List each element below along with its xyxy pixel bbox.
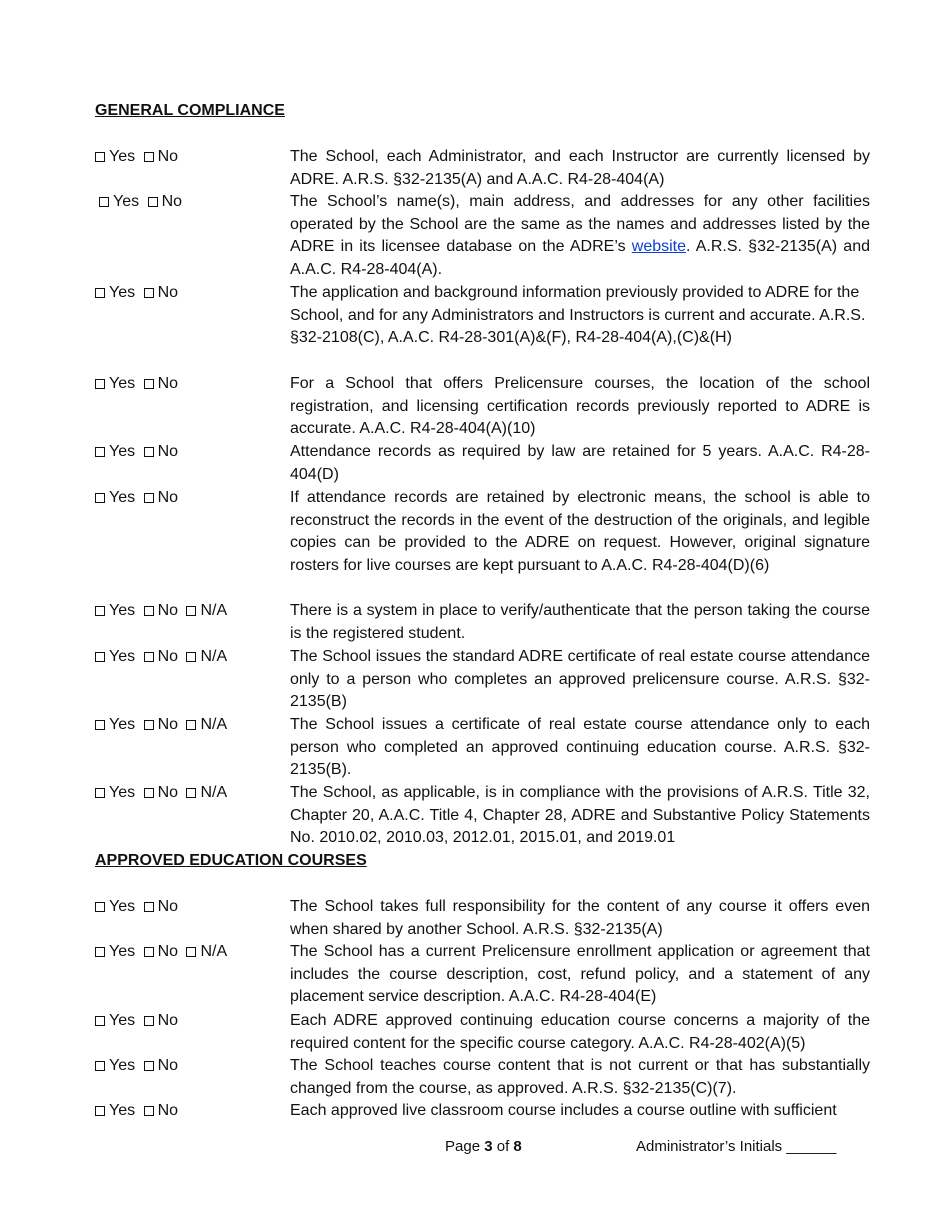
option-no[interactable]: No xyxy=(144,714,178,737)
answer-options xyxy=(95,646,231,669)
option-yes[interactable]: Yes xyxy=(95,941,135,964)
checkbox-icon[interactable] xyxy=(186,788,196,798)
checkbox-icon[interactable] xyxy=(95,152,105,162)
item-text: The School, as applicable, is in compliance with the provisions of A.R.S. Title 32, Chapter 20, A.A.C. Title 4, Chapter 28, ADRE and Substantive Policy Statements No. 2010.02, 2010.03, 2012.01, 2015.01, and 2019.01 xyxy=(290,784,870,847)
option-yes[interactable]: Yes xyxy=(95,1055,135,1078)
option-na[interactable]: N/A xyxy=(186,714,227,737)
answer-options xyxy=(95,1055,182,1078)
option-na[interactable]: N/A xyxy=(186,782,227,805)
checkbox-icon[interactable] xyxy=(95,288,105,298)
item-text: Each approved live classroom course includes a course outline with sufficient xyxy=(290,1102,837,1119)
item-text: Each ADRE approved continuing education course concerns a majority of the required content for the specific course category. A.A.C. R4-28-402(A)(5) xyxy=(290,1012,870,1052)
section-heading-approved-education-courses: APPROVED EDUCATION COURSES xyxy=(95,852,367,869)
checkbox-icon[interactable] xyxy=(144,447,154,457)
item-text: There is a system in place to verify/authenticate that the person taking the course is the registered student. xyxy=(290,602,870,642)
option-na[interactable]: N/A xyxy=(186,646,227,669)
option-no[interactable]: No xyxy=(144,146,178,169)
answer-options xyxy=(95,441,182,464)
option-yes[interactable]: Yes xyxy=(95,896,135,919)
option-no[interactable]: No xyxy=(144,1010,178,1033)
checkbox-icon[interactable] xyxy=(95,606,105,616)
checkbox-icon[interactable] xyxy=(95,379,105,389)
answer-options xyxy=(95,487,182,510)
item-text: For a School that offers Prelicensure courses, the location of the school registration, and licensing certification records previously reported to ADRE is accurate. A.A.C. R4-28-404(A)(10) xyxy=(290,375,870,438)
checkbox-icon[interactable] xyxy=(144,1106,154,1116)
option-na[interactable]: N/A xyxy=(186,600,227,623)
option-yes[interactable]: Yes xyxy=(95,487,135,510)
checkbox-icon[interactable] xyxy=(186,947,196,957)
section-heading-general-compliance: GENERAL COMPLIANCE xyxy=(95,102,285,119)
checkbox-icon[interactable] xyxy=(144,606,154,616)
option-no[interactable]: No xyxy=(144,487,178,510)
checkbox-icon[interactable] xyxy=(144,902,154,912)
checkbox-icon[interactable] xyxy=(144,152,154,162)
checkbox-icon[interactable] xyxy=(95,1061,105,1071)
option-no[interactable]: No xyxy=(144,782,178,805)
option-yes[interactable]: Yes xyxy=(95,600,135,623)
answer-options xyxy=(95,941,231,964)
option-no[interactable]: No xyxy=(144,1055,178,1078)
checkbox-icon[interactable] xyxy=(144,788,154,798)
item-text: The application and background information previously provided to ADRE for the School, and for any Administrators and Instructors is current and accurate. A.R.S. §32-2108(C), A.A.C. R4-28-301(A)&(F), R4-28-404(A),(C)&(H) xyxy=(290,284,866,347)
option-yes[interactable]: Yes xyxy=(95,782,135,805)
checkbox-icon[interactable] xyxy=(144,1061,154,1071)
checkbox-icon[interactable] xyxy=(144,720,154,730)
option-yes[interactable]: Yes xyxy=(95,441,135,464)
checkbox-icon[interactable] xyxy=(186,606,196,616)
checkbox-icon[interactable] xyxy=(144,1016,154,1026)
checkbox-icon[interactable] xyxy=(95,720,105,730)
item-text: The School issues the standard ADRE certificate of real estate course attendance only to a person who completes an approved prelicensure course. A.R.S. §32-2135(B) xyxy=(290,648,870,711)
administrator-initials-field[interactable]: Administrator’s Initials ______ xyxy=(636,1138,837,1155)
item-text: The School, each Administrator, and each Instructor are currently licensed by ADRE. A.R.S. §32-2135(A) and A.A.C. R4-28-404(A) xyxy=(290,148,870,188)
item-text: The School’s name(s), main address, and addresses for any other facilities operated by the School are the same as the names and addresses listed by the ADRE in its licensee database on the ADRE’s website. A.R.S. §32-2135(A) and A.A.C. R4-28-404(A). xyxy=(290,193,870,279)
checkbox-icon[interactable] xyxy=(95,788,105,798)
item-text: Attendance records as required by law are retained for 5 years. A.A.C. R4-28-404(D) xyxy=(290,443,870,483)
checkbox-icon[interactable] xyxy=(95,1106,105,1116)
checkbox-icon[interactable] xyxy=(144,288,154,298)
option-yes[interactable]: Yes xyxy=(95,646,135,669)
answer-options xyxy=(95,896,182,919)
checkbox-icon[interactable] xyxy=(95,447,105,457)
answer-options xyxy=(95,373,182,396)
item-text: The School has a current Prelicensure enrollment application or agreement that includes the course description, cost, refund policy, and a statement of any placement service description. A.A.C. R4-28-404(E) xyxy=(290,943,870,1006)
checkbox-icon[interactable] xyxy=(144,652,154,662)
answer-options xyxy=(95,1100,182,1123)
option-yes[interactable]: Yes xyxy=(99,191,139,214)
answer-options xyxy=(95,282,182,305)
option-yes[interactable]: Yes xyxy=(95,282,135,305)
checkbox-icon[interactable] xyxy=(95,902,105,912)
option-no[interactable]: No xyxy=(144,373,178,396)
option-no[interactable]: No xyxy=(144,1100,178,1123)
option-no[interactable]: No xyxy=(144,941,178,964)
option-yes[interactable]: Yes xyxy=(95,373,135,396)
checkbox-icon[interactable] xyxy=(95,947,105,957)
option-no[interactable]: No xyxy=(144,441,178,464)
checkbox-icon[interactable] xyxy=(144,493,154,503)
checkbox-icon[interactable] xyxy=(99,197,109,207)
answer-options xyxy=(95,600,231,623)
checkbox-icon[interactable] xyxy=(144,947,154,957)
option-no[interactable]: No xyxy=(144,600,178,623)
item-text: The School teaches course content that is not current or that has substantially changed from the course, as approved. A.R.S. §32-2135(C)(7). xyxy=(290,1057,870,1097)
item-text: The School takes full responsibility for the content of any course it offers even when shared by another School. A.R.S. §32-2135(A) xyxy=(290,898,870,938)
checkbox-icon[interactable] xyxy=(95,493,105,503)
website-link[interactable]: website xyxy=(631,238,687,256)
option-yes[interactable]: Yes xyxy=(95,714,135,737)
option-yes[interactable]: Yes xyxy=(95,1100,135,1123)
checkbox-icon[interactable] xyxy=(186,652,196,662)
option-na[interactable]: N/A xyxy=(186,941,227,964)
checkbox-icon[interactable] xyxy=(148,197,158,207)
answer-options xyxy=(95,714,231,737)
checkbox-icon[interactable] xyxy=(186,720,196,730)
checkbox-icon[interactable] xyxy=(144,379,154,389)
checkbox-icon[interactable] xyxy=(95,1016,105,1026)
answer-options xyxy=(95,146,182,169)
item-text: If attendance records are retained by electronic means, the school is able to reconstruct the records in the event of the destruction of the originals, and legible copies can be provided to the ADRE on request. However, original signature rosters for live courses are kept pursuant to A.A.C. R4-28-404(D)(6) xyxy=(290,489,870,575)
page-number: Page 3 of 8 xyxy=(445,1138,522,1155)
item-text: The School issues a certificate of real estate course attendance only to each person who completed an approved continuing education course. A.R.S. §32-2135(B). xyxy=(290,716,870,779)
option-no[interactable]: No xyxy=(144,282,178,305)
answer-options xyxy=(95,782,231,805)
answer-options xyxy=(99,191,186,214)
checkbox-icon[interactable] xyxy=(95,652,105,662)
option-no[interactable]: No xyxy=(148,191,182,214)
option-no[interactable]: No xyxy=(144,896,178,919)
option-yes[interactable]: Yes xyxy=(95,1010,135,1033)
option-no[interactable]: No xyxy=(144,646,178,669)
option-yes[interactable]: Yes xyxy=(95,146,135,169)
answer-options xyxy=(95,1010,182,1033)
